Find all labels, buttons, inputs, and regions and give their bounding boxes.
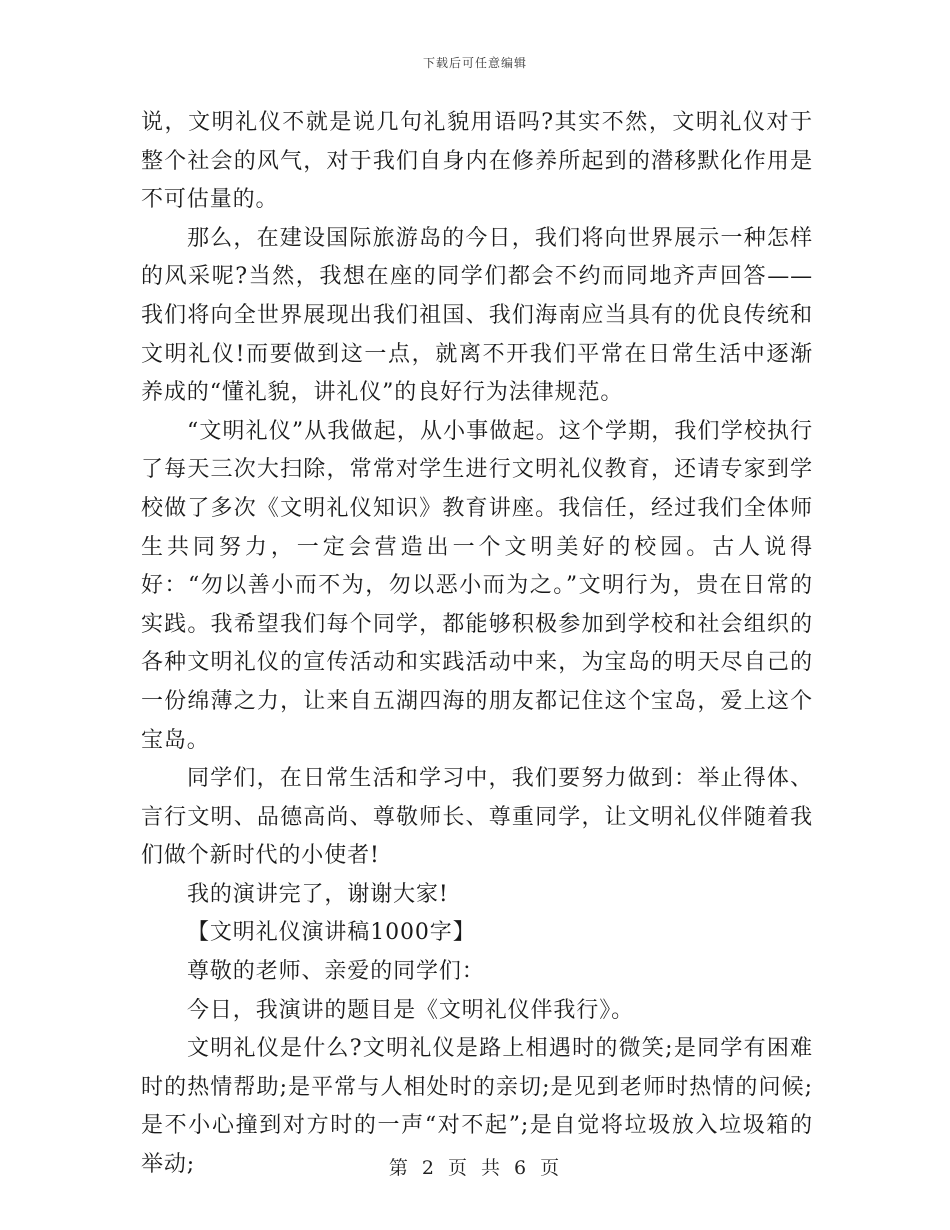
page-number-footer: 第 2 页 共 6 页	[388, 1157, 562, 1179]
document-body	[141, 104, 813, 1185]
paragraph-closing: 我的演讲完了，谢谢大家!	[187, 881, 449, 907]
page-header: 下载后可任意编辑	[422, 56, 527, 70]
speech-topic: 今日，我演讲的题目是《文明礼仪伴我行》。	[187, 997, 635, 1023]
section-title: 【文明礼仪演讲稿1000字】	[187, 920, 476, 946]
paragraph-1: 说，文明礼仪不就是说几句礼貌用语吗?其实不然，文明礼仪对于整个社会的风气，对于我们自身内在修养所起到的潜移默化作用是不可估量的。	[141, 110, 813, 213]
paragraph-9: 文明礼仪是什么?文明礼仪是路上相遇时的微笑;是同学有困难时的热情帮助;是平常与人相处时的亲切;是见到老师时热情的问候;是不小心撞到对方时的一声“对不起”;是自觉将垃圾放入垃圾箱的举动;	[141, 1036, 813, 1178]
salutation: 尊敬的老师、亲爱的同学们：	[187, 959, 485, 985]
paragraph-4: 同学们，在日常生活和学习中，我们要努力做到：举止得体、言行文明、品德高尚、尊敬师长、尊重同学，让文明礼仪伴随着我们做个新时代的小使者!	[141, 766, 813, 869]
paragraph-3: “文明礼仪”从我做起，从小事做起。这个学期，我们学校执行了每天三次大扫除，常常对学生进行文明礼仪教育，还请专家到学校做了多次《文明礼仪知识》教育讲座。我信任，经过我们全体师生共同努力，一定会营造出一个文明美好的校园。古人说得好：“勿以善小而不为，勿以恶小而为之。”文明行为，贵在日常的实践。我希望我们每个同学，都能够积极参加到学校和社会组织的各种文明礼仪的宣传活动和实践活动中来，为宝岛的明天尽自己的一份绵薄之力，让来自五湖四海的朋友都记住这个宝岛，爱上这个宝岛。	[141, 418, 813, 753]
paragraph-2: 那么，在建设国际旅游岛的今日，我们将向世界展示一种怎样的风采呢?当然，我想在座的同学们都会不约而同地齐声回答——我们将向全世界展现出我们祖国、我们海南应当具有的优良传统和文明礼仪!而要做到这一点，就离不开我们平常在日常生活中逐渐养成的“懂礼貌，讲礼仪”的良好行为法律规范。	[141, 225, 813, 406]
